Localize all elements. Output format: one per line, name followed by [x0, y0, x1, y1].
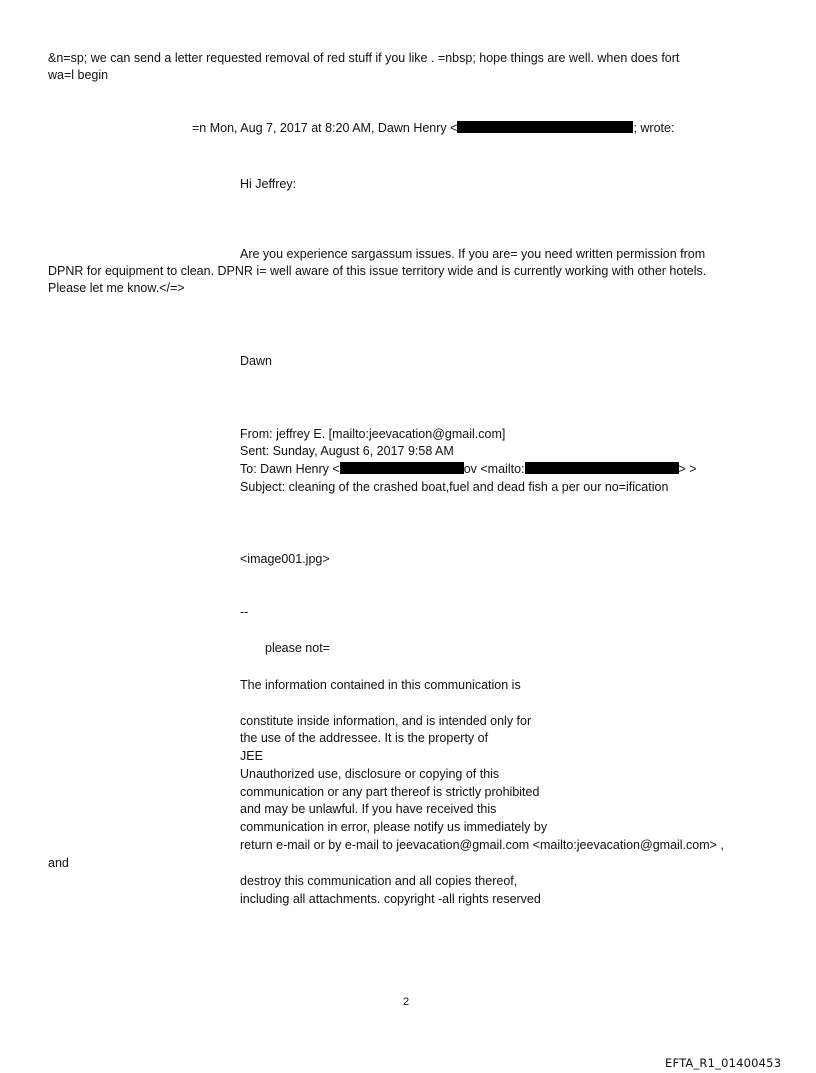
attachment-reference: <image001.jpg>	[240, 552, 330, 566]
redaction-bar	[340, 462, 464, 474]
forward-to-middle: ov <mailto:	[463, 462, 525, 476]
page-number: 2	[403, 996, 410, 1008]
forward-to-prefix: To: Dawn Henry <	[240, 462, 340, 476]
quote-header-prefix: =n Mon, Aug 7, 2017 at 8:20 AM, Dawn Henry <	[192, 121, 458, 135]
message-body-line-2: DPNR for equipment to clean. DPNR i= well aware of this issue territory wide and is currently working with other hotels.	[48, 264, 707, 278]
disclaimer-line-9: return e-mail or by e-mail to jeevacation@gmail.com <mailto:jeevacation@gmail.com> ,	[240, 838, 724, 852]
disclaimer-line-11: including all attachments. copyright -all rights reserved	[240, 892, 541, 906]
message-body-line-3: Please let me know.</=>	[48, 281, 185, 295]
redaction-bar	[457, 121, 633, 133]
disclaimer-line-7: and may be unlawful. If you have received this	[240, 802, 497, 816]
forward-from: From: jeffrey E. [mailto:jeevacation@gmail.com]	[240, 427, 506, 441]
forward-subject: Subject: cleaning of the crashed boat,fuel and dead fish a per our no=ification	[240, 480, 669, 494]
bates-id: EFTA_R1_01400453	[665, 1056, 782, 1070]
disclaimer-line-1: The information contained in this communication is	[240, 678, 521, 692]
disclaimer-line-5: Unauthorized use, disclosure or copying of this	[240, 767, 500, 781]
greeting: Hi Jeffrey:	[240, 177, 297, 191]
disclaimer-line-8: communication in error, please notify us immediately by	[240, 820, 548, 834]
message-body-line-1: Are you experience sargassum issues. If you are= you need written permission from	[240, 247, 706, 261]
disclaimer-line-10: destroy this communication and all copies thereof,	[240, 874, 518, 888]
quote-header	[192, 120, 674, 136]
signature-separator: --	[240, 605, 249, 619]
redaction-bar	[525, 462, 679, 474]
please-note: please not=	[265, 641, 330, 655]
disclaimer-line-2: constitute inside information, and is intended only for	[240, 714, 532, 728]
disclaimer-and: and	[48, 856, 69, 870]
disclaimer-line-4: JEE	[240, 749, 263, 763]
forward-sent: Sent: Sunday, August 6, 2017 9:58 AM	[240, 444, 454, 458]
disclaimer-line-6: communication or any part thereof is strictly prohibited	[240, 785, 540, 799]
reply-line-1: &n=sp; we can send a letter requested removal of red stuff if you like . =nbsp; hope things are well. when does fort	[48, 51, 680, 65]
quote-header-suffix: ; wrote:	[633, 121, 675, 135]
forward-to	[240, 461, 697, 477]
reply-line-2: wa=l begin	[48, 68, 109, 82]
forward-to-suffix: > >	[678, 462, 697, 476]
disclaimer-line-3: the use of the addressee. It is the property of	[240, 731, 489, 745]
signature: Dawn	[240, 354, 272, 368]
